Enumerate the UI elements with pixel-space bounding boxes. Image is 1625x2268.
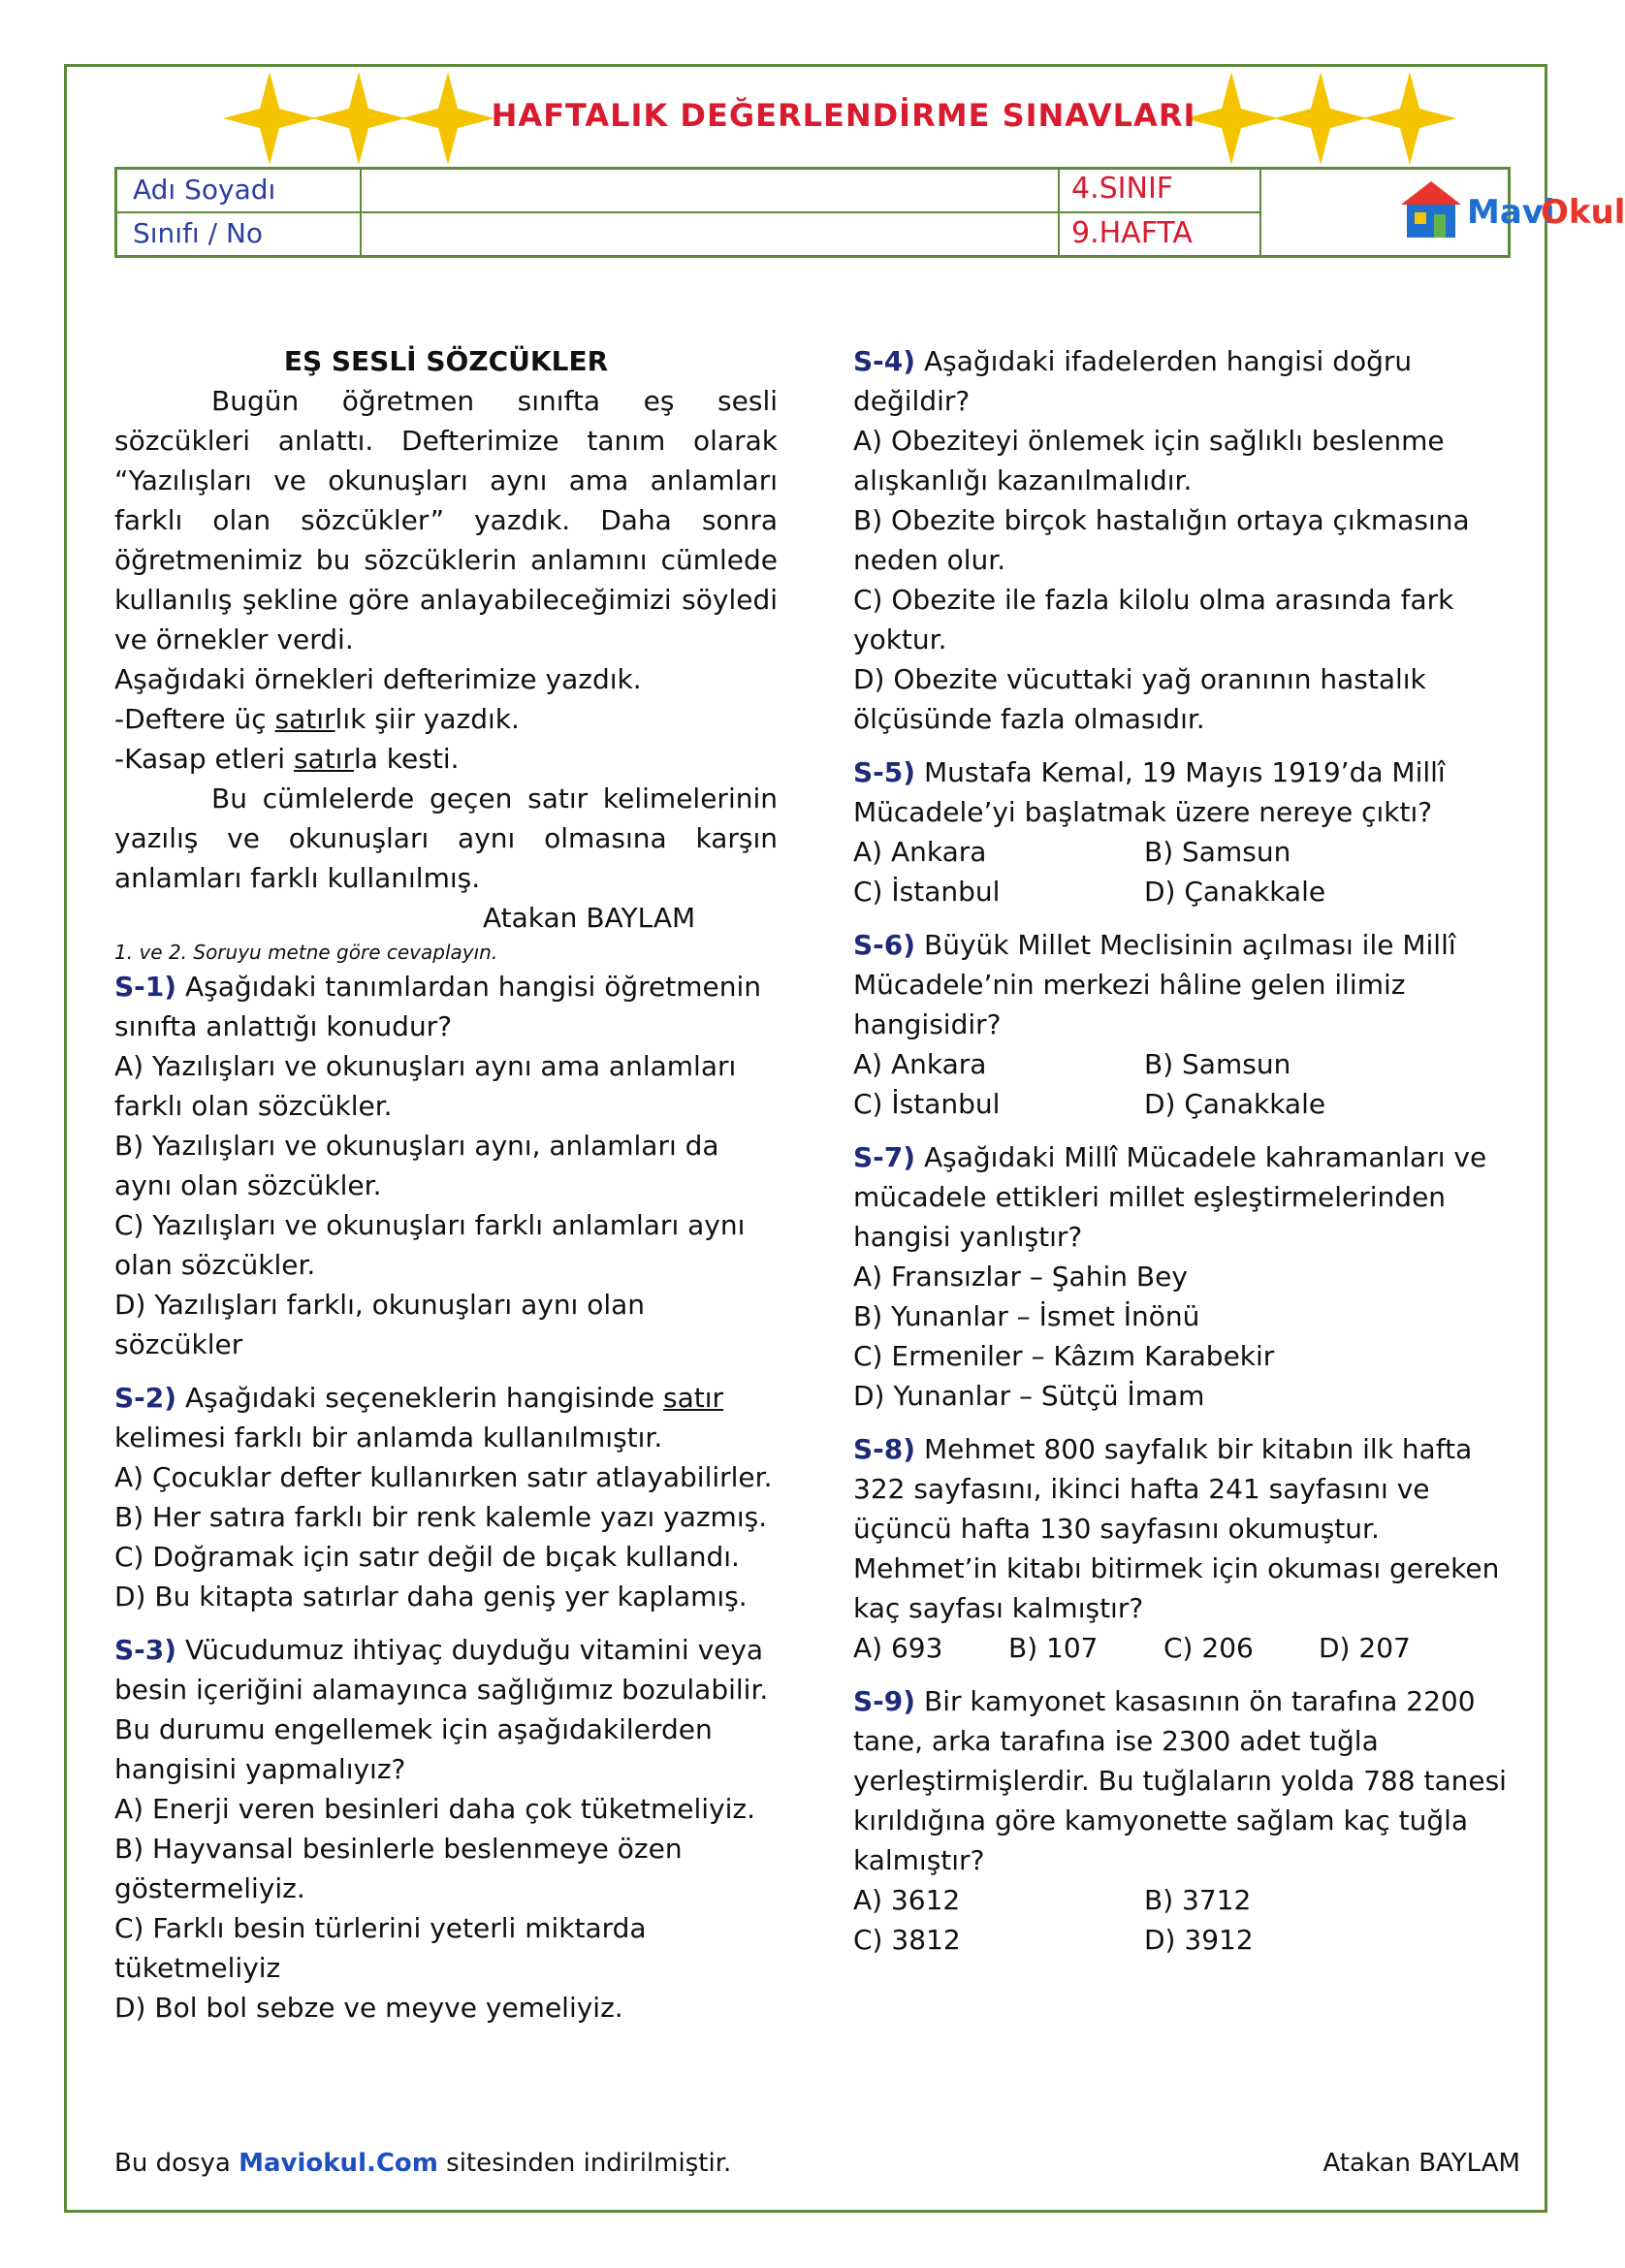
question-text: kelimesi farklı bir anlamda kullanılmıştır.: [114, 1421, 663, 1453]
option-c[interactable]: C) 206: [1163, 1632, 1254, 1664]
option-b[interactable]: B) 3712: [1144, 1884, 1252, 1916]
option-b[interactable]: B) Obezite birçok hastalığın ortaya çıkmasına neden olur.: [853, 504, 1470, 576]
question-4: [853, 341, 1522, 421]
question-1: [114, 967, 778, 1046]
question-number: S-3): [114, 1634, 177, 1666]
option-d[interactable]: D) Çanakkale: [1144, 1088, 1326, 1120]
option-d[interactable]: D) Bu kitapta satırlar daha geniş yer kaplamış.: [114, 1581, 748, 1613]
star-icon: [310, 70, 407, 167]
question-number: S-5): [853, 756, 916, 788]
option-c[interactable]: C) İstanbul: [853, 876, 1001, 908]
option-c[interactable]: C) İstanbul: [853, 1088, 1001, 1120]
option-c[interactable]: C) Farklı besin türlerini yeterli miktarda tüketmeliyiz: [114, 1912, 647, 1984]
option-b[interactable]: B) Her satıra farklı bir renk kalemle yazı yazmış.: [114, 1501, 768, 1533]
options-row: [853, 1880, 1522, 1920]
question-text: Mehmet 800 sayfalık bir kitabın ilk hafta 322 sayfasını, ikinci hafta 241 sayfasını ve üçüncü hafta 130 sayfasını okumuştur. Mehmet’in kitabı bitirmek için okuması gereken kaç sayfası kalmıştır?: [853, 1433, 1500, 1624]
options-row: [853, 1084, 1522, 1124]
logo-text-okul: Okul: [1541, 193, 1625, 232]
passage-paragraph: Bugün öğretmen sınıfta eş sesli sözcükleri anlattı. Defterimize tanım olarak “Yazılışları ve okunuşları aynı ama anlamları farklı olan sözcükler” yazdık. Daha sonra öğretmenimiz bu sözcüklerin anlamını cümlede kullanılış şekline göre anlayabileceğimizi söyledi ve örnekler verdi.: [114, 385, 778, 655]
option-b[interactable]: B) Samsun: [1144, 836, 1291, 868]
question-number: S-6): [853, 929, 916, 961]
star-icon: [1272, 70, 1369, 167]
right-column: [853, 341, 1522, 1960]
question-7: [853, 1137, 1522, 1257]
options-row: [853, 872, 1522, 911]
passage-example: [114, 739, 778, 779]
passage-paragraph: Bu cümlelerde geçen satır kelimelerinin yazılış ve okunuşları aynı olmasına karşın anlamları farklı kullanılmış.: [114, 783, 778, 894]
example-text: -Deftere üç: [114, 703, 275, 735]
question-number: S-2): [114, 1382, 177, 1414]
question-9: [853, 1681, 1522, 1880]
question-text: Aşağıdaki ifadelerden hangisi doğru değildir?: [853, 345, 1413, 417]
passage-title: EŞ SESLİ SÖZCÜKLER: [283, 345, 609, 377]
table-divider: [1259, 170, 1261, 255]
options-row: [853, 1044, 1522, 1084]
option-c[interactable]: C) Ermeniler – Kâzım Karabekir: [853, 1340, 1275, 1372]
options-row: [853, 1920, 1522, 1960]
question-text: Bir kamyonet kasasının ön tarafına 2200 tane, arka tarafına ise 2300 adet tuğla yerleştirmişlerdir. Bu tuğlaların yolda 788 tanesi kırıldığına göre kamyonette sağlam kaç tuğla kalmıştır?: [853, 1685, 1507, 1876]
options-row: [853, 832, 1522, 872]
house-icon: [1397, 177, 1465, 241]
question-5: [853, 752, 1522, 832]
question-8: [853, 1429, 1522, 1628]
grade-label: 4.SINIF: [1071, 172, 1174, 206]
option-d[interactable]: D) Yunanlar – Sütçü İmam: [853, 1380, 1205, 1412]
option-d[interactable]: D) Çanakkale: [1144, 876, 1326, 908]
option-c[interactable]: C) Obezite ile fazla kilolu olma arasında fark yoktur.: [853, 584, 1454, 655]
question-6: [853, 925, 1522, 1044]
option-a[interactable]: A) 3612: [853, 1884, 961, 1916]
option-d[interactable]: D) Bol bol sebze ve meyve yemeliyiz.: [114, 1992, 623, 2024]
question-text: Aşağıdaki seçeneklerin hangisinde: [184, 1382, 664, 1414]
option-a[interactable]: A) Yazılışları ve okunuşları aynı ama anlamları farklı olan sözcükler.: [114, 1050, 737, 1122]
question-text: Mustafa Kemal, 19 Mayıs 1919’da Millî Mücadele’yi başlatmak üzere nereye çıktı?: [853, 756, 1446, 828]
question-number: S-1): [114, 971, 177, 1003]
option-d[interactable]: D) 207: [1319, 1632, 1411, 1664]
class-field[interactable]: [362, 213, 1056, 255]
option-a[interactable]: A) Obeziteyi önlemek için sağlıklı beslenme alışkanlığı kazanılmalıdır.: [853, 425, 1445, 496]
option-a[interactable]: A) Fransızlar – Şahin Bey: [853, 1261, 1188, 1293]
underlined-word: satır: [274, 703, 335, 735]
footer-author: Atakan BAYLAM: [1322, 2149, 1520, 2178]
question-2: [114, 1378, 778, 1457]
question-text: Aşağıdaki Millî Mücadele kahramanları ve mücadele ettikleri millet eşleştirmelerinden hangisi yanlıştır?: [853, 1141, 1487, 1253]
table-divider: [1058, 170, 1060, 255]
option-c[interactable]: C) 3812: [853, 1924, 961, 1956]
footer-text: sitesinden indirilmiştir.: [437, 2149, 732, 2178]
question-text: Büyük Millet Meclisinin açılması ile Millî Mücadele’nin merkezi hâline gelen ilimiz hangisidir?: [853, 929, 1456, 1040]
name-field[interactable]: [362, 170, 1056, 211]
example-text: lık şiir yazdık.: [335, 703, 520, 735]
option-b[interactable]: B) Hayvansal besinlerle beslenmeye özen göstermeliyiz.: [114, 1833, 683, 1904]
option-a[interactable]: A) Ankara: [853, 836, 987, 868]
option-d[interactable]: D) Yazılışları farklı, okunuşları aynı olan sözcükler: [114, 1289, 646, 1360]
footer-text: Bu dosya: [114, 2149, 239, 2178]
star-icon: [399, 70, 496, 167]
passage-example: [114, 699, 778, 739]
maviokul-link[interactable]: Maviokul.Com: [239, 2149, 438, 2178]
question-number: S-8): [853, 1433, 916, 1465]
example-text: la kesti.: [353, 743, 460, 775]
page-title: HAFTALIK DEĞERLENDİRME SINAVLARI: [491, 97, 1196, 134]
option-b[interactable]: B) 107: [1008, 1632, 1099, 1664]
footer-source: [114, 2149, 731, 2178]
example-text: -Kasap etleri: [114, 743, 294, 775]
logo-text-mavi: Mavi: [1467, 193, 1555, 232]
option-c[interactable]: C) Yazılışları ve okunuşları farklı anlamları aynı olan sözcükler.: [114, 1209, 746, 1281]
class-label: Sınıfı / No: [133, 217, 264, 249]
option-b[interactable]: B) Yazılışları ve okunuşları aynı, anlamları da aynı olan sözcükler.: [114, 1130, 719, 1201]
star-icon: [1361, 70, 1458, 167]
passage-author: Atakan BAYLAM: [483, 902, 696, 934]
question-text: Aşağıdaki tanımlardan hangisi öğretmenin sınıfta anlattığı konudur?: [114, 971, 761, 1042]
underlined-word: satır: [293, 743, 354, 775]
left-column: [114, 341, 778, 2028]
option-b[interactable]: B) Samsun: [1144, 1048, 1291, 1080]
options-row: [853, 1628, 1522, 1668]
option-d[interactable]: D) 3912: [1144, 1924, 1254, 1956]
option-b[interactable]: B) Yunanlar – İsmet İnönü: [853, 1300, 1200, 1332]
name-label: Adı Soyadı: [133, 174, 276, 206]
option-a[interactable]: A) Çocuklar defter kullanırken satır atlayabilirler.: [114, 1461, 773, 1493]
option-a[interactable]: A) 693: [853, 1632, 943, 1664]
option-a[interactable]: A) Enerji veren besinleri daha çok tüketmeliyiz.: [114, 1793, 756, 1825]
question-text: Vücudumuz ihtiyaç duyduğu vitamini veya besin içeriğini alamayınca sağlığımız bozulabilir. Bu durumu engellemek için aşağıdakilerden hangisini yapmalıyız?: [114, 1634, 769, 1785]
question-number: S-4): [853, 345, 916, 377]
student-info-table: [114, 167, 1625, 258]
question-number: S-9): [853, 1685, 916, 1717]
week-label: 9.HAFTA: [1071, 216, 1193, 250]
option-a[interactable]: A) Ankara: [853, 1048, 987, 1080]
option-d[interactable]: D) Obezite vücuttaki yağ oranının hastalık ölçüsünde fazla olmasıdır.: [853, 663, 1426, 735]
underlined-word: satır: [663, 1382, 724, 1414]
star-icon: [221, 70, 318, 167]
maviokul-logo: [1397, 177, 1625, 245]
question-number: S-7): [853, 1141, 916, 1173]
option-c[interactable]: C) Doğramak için satır değil de bıçak kullandı.: [114, 1541, 740, 1573]
passage-paragraph: Aşağıdaki örnekleri defterimize yazdık.: [114, 663, 642, 695]
instruction-note: 1. ve 2. Soruyu metne göre cevaplayın.: [114, 941, 498, 964]
question-3: [114, 1630, 778, 1789]
